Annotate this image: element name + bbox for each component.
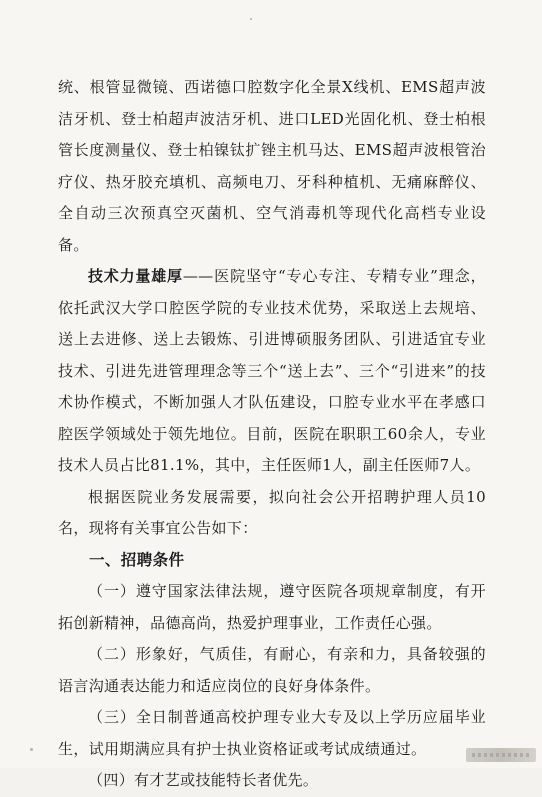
scan-speck <box>30 748 33 751</box>
paragraph-technical-strength <box>58 261 486 482</box>
condition-item-1: （一）遵守国家法律法规，遵守医院各项规章制度，有开拓创新精神，品德高尚，热爱护理事业，工作责任心强。 <box>58 582 486 632</box>
paragraph-announcement: 根据医院业务发展需要，拟向社会公开招聘护理人员10名，现将有关事宜公告如下： <box>58 487 486 537</box>
technical-strength-lead: 技术力量雄厚 <box>88 267 183 285</box>
condition-item-2: （二）形象好，气质佳，有耐心，有亲和力，具备较强的语言沟通表达能力和适应岗位的良好身体条件。 <box>58 645 486 695</box>
technical-strength-body: ——医院坚守“专心专注、专精专业”理念，依托武汉大学口腔医学院的专业技术优势，采取送上去规培、送上去进修、送上去锻炼、引进博硕服务团队、引进适宜专业技术、引进先进管理理念等三个“送上去”、三个“引进来”的技术协作模式，不断加强人才队伍建设，口腔专业水平在孝感口腔医学领域处于领先地位。目前，医院在职职工60余人，专业技术人员占比81.1%，其中，主任医师1人，副主任医师7人。 <box>58 267 487 474</box>
scan-speck <box>250 18 252 20</box>
document-body <box>58 72 486 797</box>
condition-item-3: （三）全日制普通高校护理专业大专及以上学历应届毕业生，试用期满应具有护士执业资格证或考试成绩通过。 <box>58 708 486 758</box>
paragraph-equipment: 统、根管显微镜、西诺德口腔数字化全景X线机、EMS超声波洁牙机、登士柏超声波洁牙机、进口LED光固化机、登士柏根管长度测量仪、登士柏镍钛扩锉主机马达、EMS超声波根管治疗仪、热牙胶充填机、高频电刀、牙科种植机、无痛麻醉仪、全自动三次预真空灭菌机、空气消毒机等现代化高档专业设备。 <box>58 78 486 254</box>
condition-item-4: （四）有才艺或技能特长者优先。 <box>88 771 319 789</box>
section-heading-recruitment-conditions: 一、招聘条件 <box>89 550 185 569</box>
corner-watermark <box>466 748 536 762</box>
